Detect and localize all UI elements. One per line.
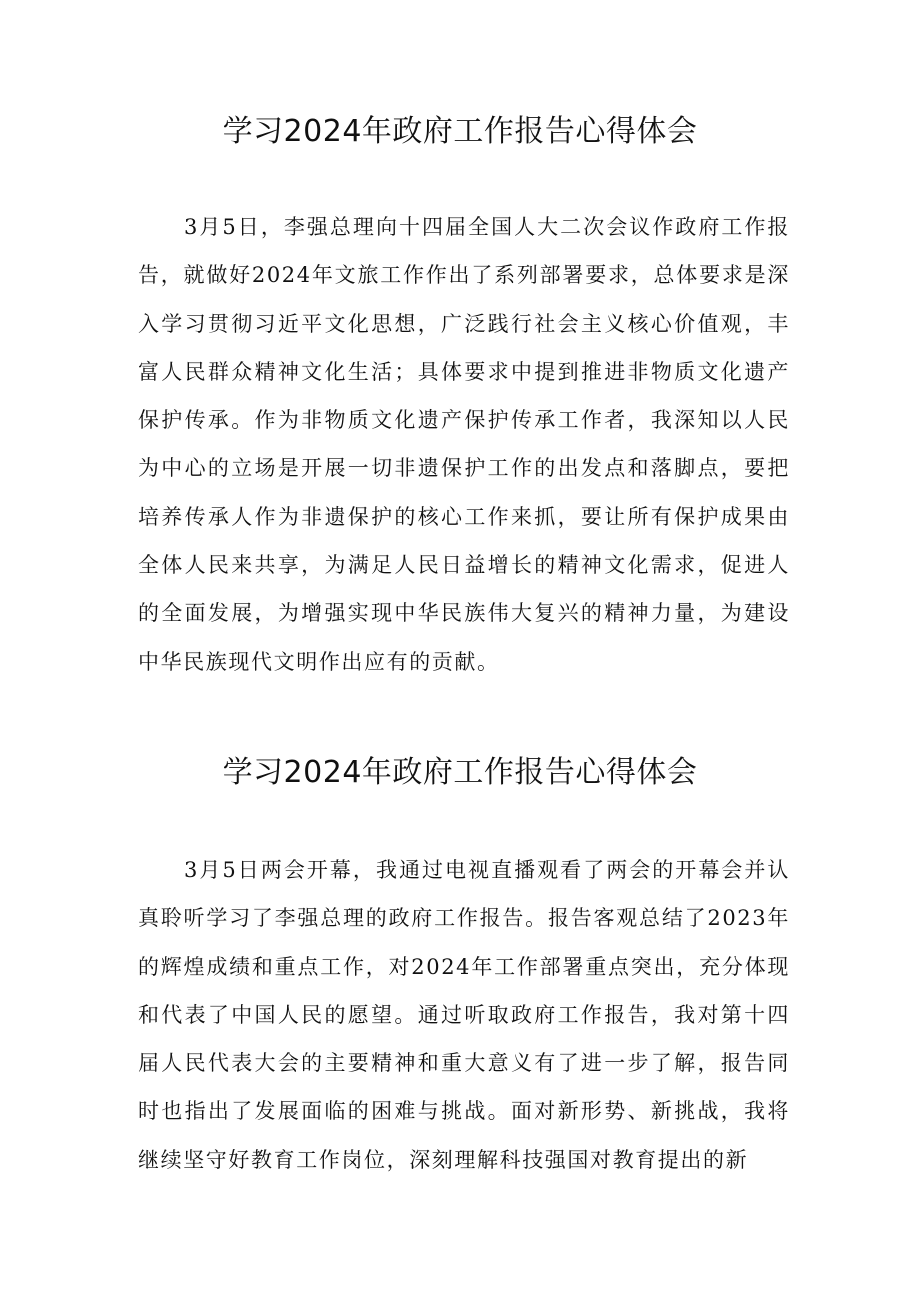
body-paragraph: 3月5日两会开幕，我通过电视直播观看了两会的开幕会并认真聆听学习了李强总理的政府工作报告。报告客观总结了2023年的辉煌成绩和重点工作，对2024年工作部署重点突出，充分体现和代表了中国人民的愿望。通过听取政府工作报告，我对第十四届人民代表大会的主要精神和重大意义有了进一步了解，报告同时也指出了发展面临的困难与挑战。面对新形势、新挑战，我将继续坚守好教育工作岗位，深刻理解科技强国对教育提出的新 [138,858,790,1172]
section-title: 学习2024年政府工作报告心得体会 [222,755,698,790]
section-title: 学习2024年政府工作报告心得体会 [222,114,698,149]
body-paragraph: 3月5日，李强总理向十四届全国人大二次会议作政府工作报告，就做好2024年文旅工作作出了系列部署要求，总体要求是深入学习贯彻习近平文化思想，广泛践行社会主义核心价值观，丰富人民群众精神文化生活；具体要求中提到推进非物质文化遗产保护传承。作为非物质文化遗产保护传承工作者，我深知以人民为中心的立场是开展一切非遗保护工作的出发点和落脚点，要把培养传承人作为非遗保护的核心工作来抓，要让所有保护成果由全体人民来共享，为满足人民日益增长的精神文化需求，促进人的全面发展，为增强实现中华民族伟大复兴的精神力量，为建设中华民族现代文明作出应有的贡献。 [138,215,790,674]
